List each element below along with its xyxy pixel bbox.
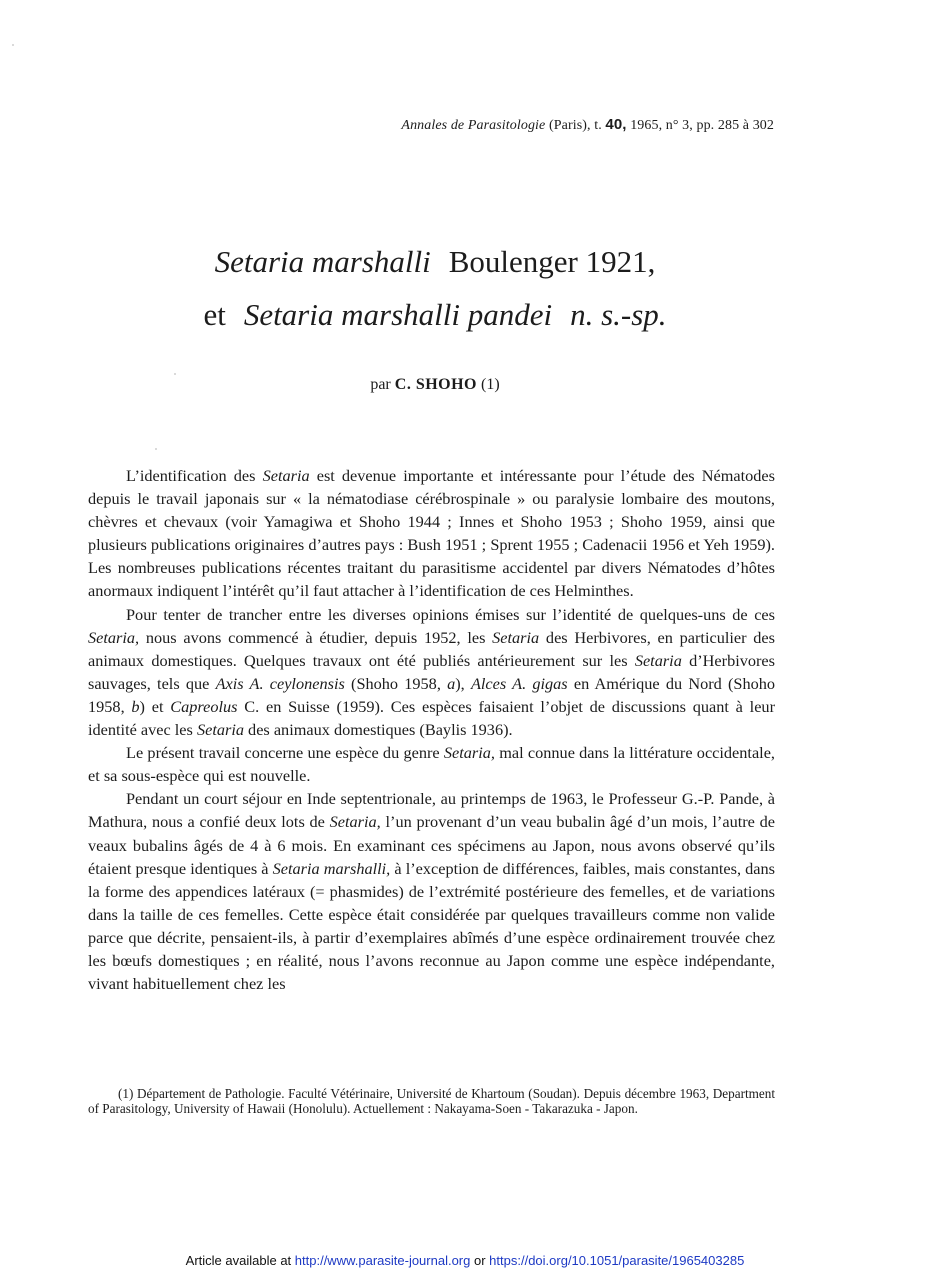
scan-speck (12, 44, 14, 46)
italic-term: Setaria, (329, 812, 381, 832)
author-line (0, 376, 900, 394)
text-run: ) et (139, 696, 171, 716)
italic-term: Setaria marshalli, (272, 858, 391, 878)
footer-middle: or (470, 1253, 490, 1268)
text-run: Le présent travail concerne une espèce du genre (126, 743, 444, 763)
title-line-1 (0, 244, 900, 280)
text-run: nous avons commencé à étudier, depuis 1952, les (139, 627, 493, 647)
text-run: C. en Suisse (1959). Ces espèces faisaient l’objet de discussions quant à leur identité avec les (88, 696, 775, 740)
text-run: L’identification des (126, 466, 263, 485)
text-run: Pendant un court séjour en Inde septentrionale, au printemps de 1963, le Professeur G.-P. Pande, à Mathura, nous a confié deux lots de (88, 789, 775, 832)
italic-term: a (447, 673, 456, 693)
italic-term: Setaria (196, 720, 244, 740)
italic-term: Setaria, (443, 743, 495, 763)
title-species-2: Setaria marshalli pandei (243, 297, 553, 332)
title-new-subspecies: n. s.-sp. (570, 297, 667, 332)
text-run: (Shoho 1958, (344, 673, 448, 693)
italic-term: Capreolus (170, 696, 238, 716)
author-par: par (370, 376, 391, 393)
text-run: mal connue dans la littérature occidentale, et sa sous-espèce qui est nouvelle. (88, 743, 775, 786)
journal-place: (Paris), t. (548, 118, 602, 133)
author-footnote-ref: (1) (481, 376, 500, 393)
italic-term: Setaria (634, 650, 682, 670)
title-conjunction: et (203, 297, 226, 332)
text-run: est devenue importante et intéressante pour l’étude des Nématodes depuis le travail japonais sur « la nématodiase cérébrospinale » ou paralysie lombaire des moutons, chèvres et chevaux (voir Yamagiwa et Shoho 1944 ; Innes et Shoho 1953 ; Shoho 1959, ainsi que plusieurs publications originaires d’autres pays : Bush 1951 ; Sprent 1955 ; Cadenacii 1956 et Yeh 1959). Les nombreuses publications récentes traitant du parasitisme accidentel par divers Nématodes d’hôtes anormaux indiquent l’intérêt qu’il faut attacher à l’identification de ces Helminthes. (88, 466, 775, 601)
text-run: l’un provenant d’un veau bubalin âgé d’un mois, l’autre de veaux bubalins âgés de 4 à 6 mois. En examinant ces spécimens au Japon, nous avons observé qu’ils étaient presque identiques à (88, 812, 775, 878)
text-run: des Herbivores, en particulier des animaux domestiques. Quelques travaux ont été publiés antérieurement sur les (88, 627, 775, 670)
author-affiliation-footnote (88, 1087, 775, 1116)
italic-term: Setaria, (88, 627, 140, 647)
text-run: en Amérique du Nord (Shoho 1958, (88, 673, 776, 716)
journal-volume: 40, (605, 116, 627, 133)
italic-term: Setaria (262, 466, 310, 485)
journal-name: Annales de Parasitologie (401, 118, 546, 133)
doi-link[interactable]: https://doi.org/10.1051/parasite/1965403285 (489, 1253, 745, 1268)
author-name: C. SHOHO (394, 376, 477, 393)
journal-citation-header (401, 116, 774, 134)
title-line-2 (0, 297, 900, 333)
text-run: Pour tenter de trancher entre les diverses opinions émises sur l’identité de quelques-uns de ces (126, 604, 775, 624)
journal-website-link[interactable]: http://www.parasite-journal.org (294, 1253, 471, 1268)
article-availability-footer (0, 1253, 930, 1268)
italic-term: b (131, 696, 140, 716)
scan-speck (155, 448, 157, 450)
text-run: à l’exception de différences, faibles, mais constantes, dans la forme des appendices latéraux (= phasmides) de l’extrémité postérieure des femelles, et de variations dans la taille de ces femelles. Cette espèce était considérée par quelques travailleurs comme non valide parce que décrite, pensaient-ils, à partir d’exemplaires abîmés d’une espèce ordinairement trouvée chez les bœufs domestiques ; en réalité, nous l’avons reconnue au Japon comme une espèce indépendante, vivant habituellement chez les (88, 858, 775, 994)
text-run: d’Herbivores sauvages, tels que (88, 650, 775, 693)
paragraph-3 (88, 741, 775, 787)
text-run: ), (455, 673, 471, 693)
text-run: des animaux domestiques (Baylis 1936). (243, 720, 513, 740)
journal-issue-pages: 1965, n° 3, pp. 285 à 302 (630, 118, 774, 133)
footer-prefix: Article available at (185, 1253, 295, 1268)
italic-term: Setaria (492, 627, 540, 647)
italic-term: Alces A. gigas (470, 673, 568, 693)
italic-term: Axis A. ceylonensis (215, 673, 345, 693)
scan-speck (174, 373, 176, 375)
title-species-1: Setaria marshalli (214, 244, 431, 279)
article-body (88, 464, 775, 995)
paragraph-4 (88, 787, 775, 995)
paragraph-1 (88, 464, 775, 603)
footnote-text: (1) Département de Pathologie. Faculté Vétérinaire, Université de Khartoum (Soudan). Depuis décembre 1963, Department of Parasitology, University of Hawaii (Honolulu). Actuellement : Nakayama-Soen - Takarazuka - Japon. (88, 1086, 775, 1116)
title-authority-1: Boulenger 1921, (448, 244, 656, 279)
paragraph-2 (88, 603, 775, 742)
